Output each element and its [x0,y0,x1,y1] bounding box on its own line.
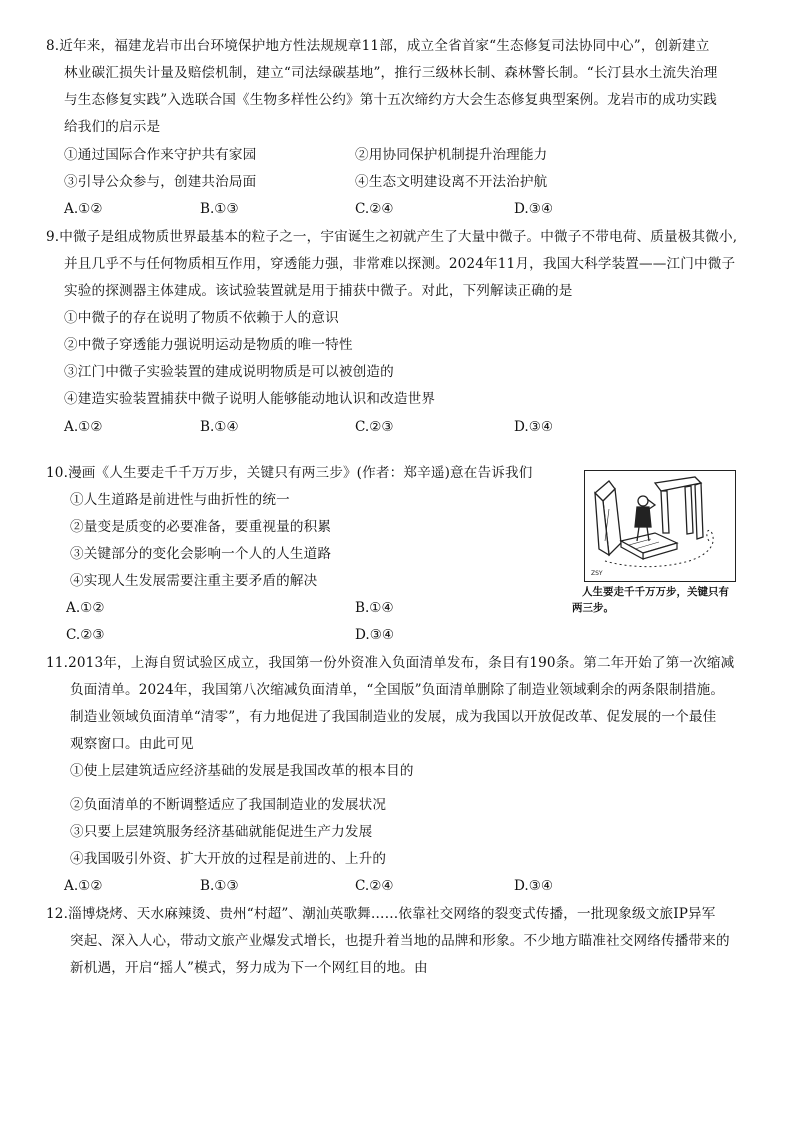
q8-option-d[interactable]: D.③④ [514,201,554,217]
q9-option-d[interactable]: D.③④ [514,419,554,435]
q9-option-b[interactable]: B.①④ [200,419,239,435]
cartoon-signature: ZSY [591,570,603,577]
q12-stem-line: 12.淄博烧烤、天水麻辣烫、贵州“村超”、潮汕英歌舞……依靠社交网络的裂变式传播，一批现象级文旅IP异军 [46,906,716,922]
q11-item-3: ③只要上层建筑服务经济基础就能促进生产力发展 [70,824,373,840]
q11-item-1: ①使上层建筑适应经济基础的发展是我国改革的根本目的 [70,763,414,779]
q10-option-c[interactable]: C.②③ [66,627,105,643]
cartoon-caption-line: 两三步。 [572,602,614,614]
q10-item-4: ④实现人生发展需要注重主要矛盾的解决 [70,573,318,589]
q10-option-b[interactable]: B.①④ [355,600,394,616]
left-pillar [595,481,621,555]
q9-stem-line: 9.中微子是组成物质世界最基本的粒子之一，宇宙诞生之初就产生了大量中微子。中微子不带电荷、质量极其微小, [46,229,738,245]
q11-option-d[interactable]: D.③④ [514,878,554,894]
q11-stem-line: 观察窗口。由此可见 [70,736,194,752]
q10-option-a[interactable]: A.①② [66,600,105,616]
q9-item-1: ①中微子的存在说明了物质不依赖于人的意识 [64,310,339,326]
cartoon-drawing [585,471,734,580]
q11-option-a[interactable]: A.①② [64,878,103,894]
q12-stem-line: 突起、深入人心，带动文旅产业爆发式增长，也提升着当地的品牌和形象。不少地方瞄准社交网络传播带来的 [70,933,730,949]
q12-stem-line: 新机遇，开启“摇人”模式，努力成为下一个网红目的地。由 [70,960,428,976]
q11-item-2: ②负面清单的不断调整适应了我国制造业的发展状况 [70,797,387,813]
q11-stem-line: 负面清单。2024年，我国第八次缩减负面清单，“全国版”负面清单删除了制造业领域剩余的两条限制措施。 [70,682,725,698]
q11-item-4: ④我国吸引外资、扩大开放的过程是前进的、上升的 [70,851,387,867]
q9-item-4: ④建造实验装置捕获中微子说明人能够能动地认识和改造世界 [64,391,436,407]
q9-stem-line: 并且几乎不与任何物质相互作用，穿透能力强，非常难以探测。2024年11月，我国大科学装置——江门中微子 [64,256,736,272]
q10-option-d[interactable]: D.③④ [355,627,395,643]
q8-item-1: ①通过国际合作来守护共有家园 [64,147,257,163]
q9-item-3: ③江门中微子实验装置的建成说明物质是可以被创造的 [64,364,394,380]
q8-item-4: ④生态文明建设离不开法治护航 [355,174,548,190]
cartoon-caption [572,584,747,616]
cartoon-image [584,470,736,582]
q9-stem-line: 实验的探测器主体建成。该试验装置就是用于捕获中微子。对此，下列解读正确的是 [64,283,573,299]
q8-stem-line: 8.近年来，福建龙岩市出台环境保护地方性法规规章11部，成立全省首家“生态修复司法协同中心”，创新建立 [46,38,710,54]
q10-item-1: ①人生道路是前进性与曲折性的统一 [70,492,290,508]
q9-option-c[interactable]: C.②③ [355,419,394,435]
q11-stem-line: 11.2013年，上海自贸试验区成立，我国第一份外资准入负面清单发布，条目有190条。第二年开始了第一次缩减 [46,655,735,671]
q9-item-2: ②中微子穿透能力强说明运动是物质的唯一特性 [64,337,353,353]
q8-option-b[interactable]: B.①③ [200,201,239,217]
q11-option-b[interactable]: B.①③ [200,878,239,894]
q10-stem: 10.漫画《人生要走千千万万步，关键只有两三步》(作者：郑辛遥)意在告诉我们 [46,465,533,481]
cartoon-caption-line: 人生要走千千万万步，关键只有 [582,586,729,598]
right-arch [655,477,703,539]
q8-stem-line: 与生态修复实践”入选联合国《生物多样性公约》第十五次缔约方大会生态修复典型案例。龙岩市的成功实践 [64,92,718,108]
q10-item-2: ②量变是质变的必要准备，要重视量的积累 [70,519,332,535]
q8-option-c[interactable]: C.②④ [355,201,394,217]
q8-item-2: ②用协同保护机制提升治理能力 [355,147,548,163]
q8-option-a[interactable]: A.①② [64,201,103,217]
q8-stem-line: 林业碳汇损失计量及赔偿机制，建立“司法绿碳基地”，推行三级林长制、森林警长制。“长汀县水土流失治理 [64,65,718,81]
q11-option-c[interactable]: C.②④ [355,878,394,894]
q8-item-3: ③引导公众参与，创建共治局面 [64,174,257,190]
q8-stem-line: 给我们的启示是 [64,119,161,135]
q10-item-3: ③关键部分的变化会影响一个人的人生道路 [70,546,332,562]
q9-option-a[interactable]: A.①② [64,419,103,435]
q11-stem-line: 制造业领域负面清单“清零”，有力地促进了我国制造业的发展，成为我国以开放促改革、促发展的一个最佳 [70,709,717,725]
